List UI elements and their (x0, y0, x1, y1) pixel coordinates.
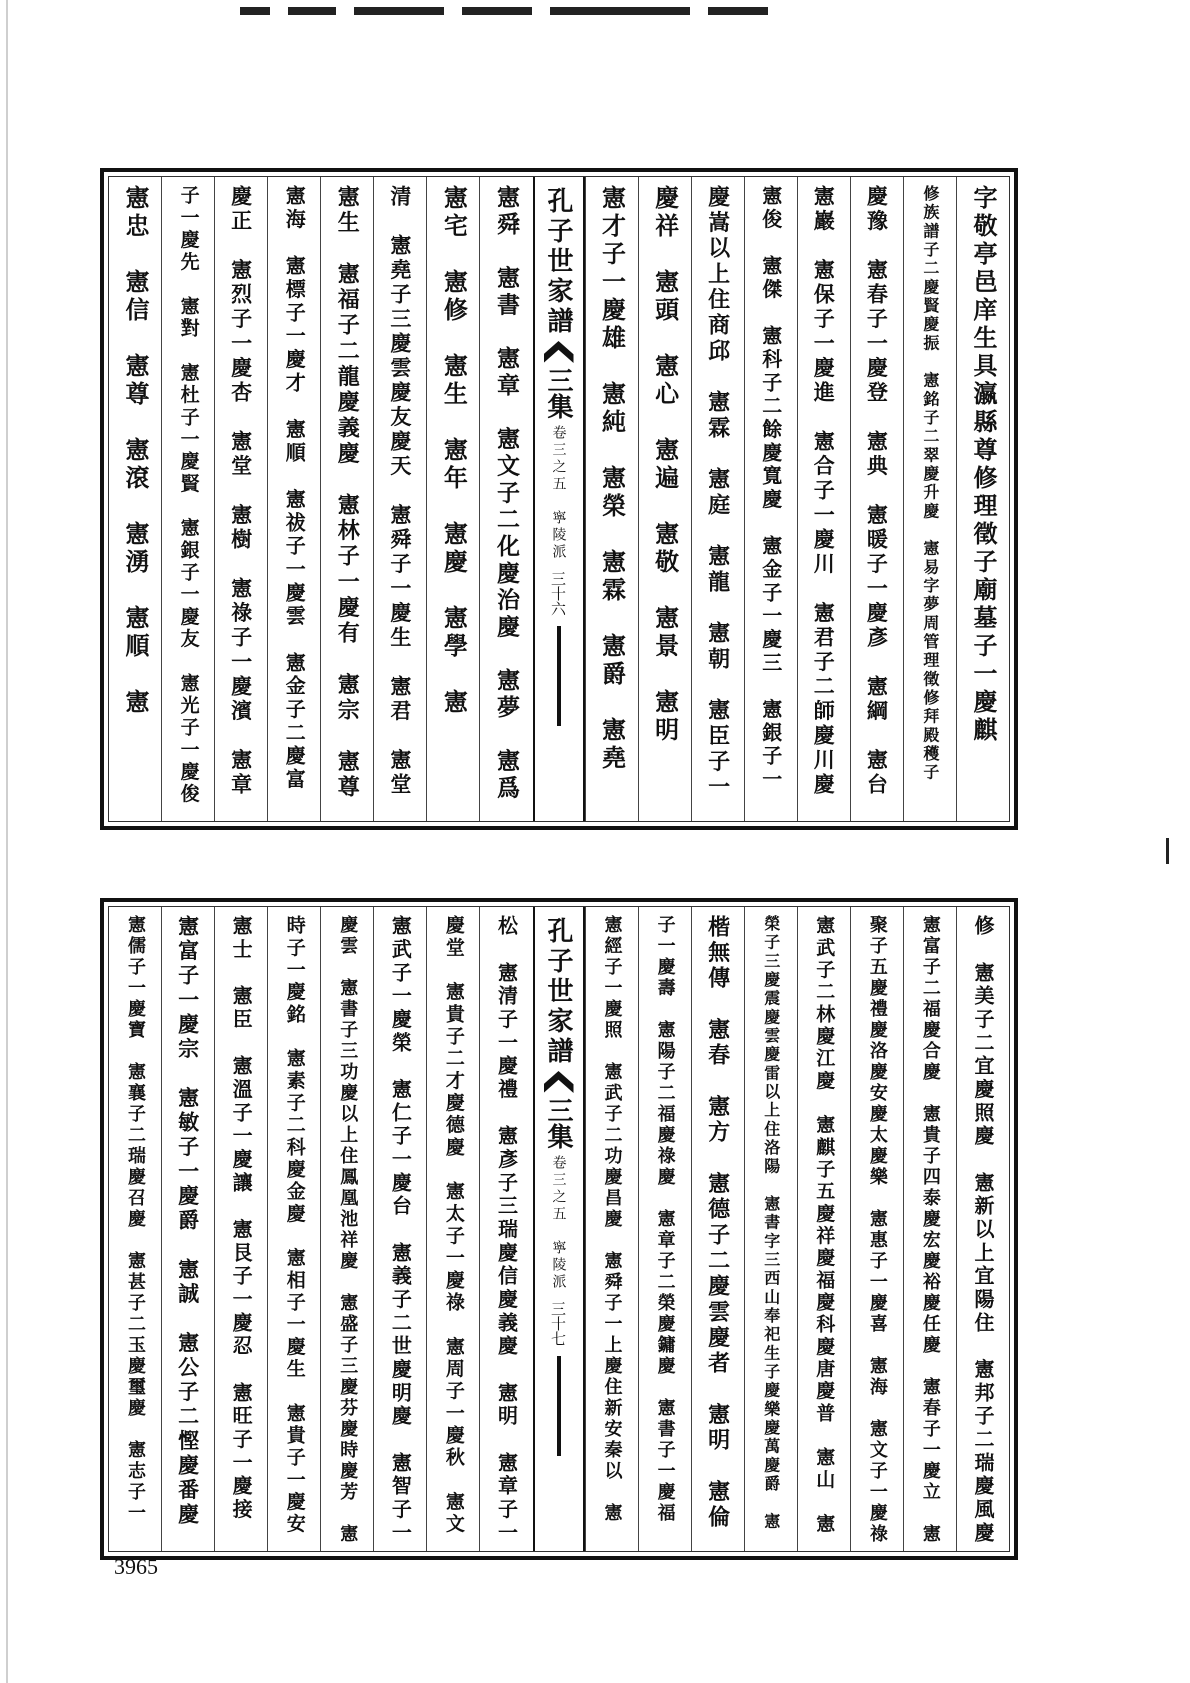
scan-top-cropped-text (240, 4, 940, 18)
column-text: 清 憲堯子三慶雲慶友慶天 憲舜子一慶生 憲君 憲堂 (387, 185, 413, 798)
text-column (479, 907, 532, 1551)
text-column (638, 907, 691, 1551)
column-text: 榮子三慶震慶雲慶雷以上住洛陽 憲書字三西山奉祀生子慶樂慶萬慶爵 憲 (761, 915, 781, 1531)
text-column (850, 907, 903, 1551)
center-fold (533, 907, 585, 1551)
text-column (426, 907, 479, 1551)
column-text: 憲富子一慶宗 憲敏子一慶爵 憲誠 憲公子二慳慶番慶 (175, 915, 201, 1528)
scan-left-edge (6, 0, 8, 1683)
text-column (320, 907, 373, 1551)
text-column (903, 907, 956, 1551)
text-column (585, 907, 638, 1551)
text-column (267, 177, 320, 821)
text-column (691, 907, 744, 1551)
column-text: 憲舜 憲書 憲章 憲文子二化慶治慶 憲夢 憲爲 (492, 185, 520, 803)
section-label: 卷三之五 寧陵派 (550, 425, 567, 561)
column-text: 子一慶先 憲對 憲杜子一慶賢 憲銀子一慶友 憲光子一慶俊 (177, 185, 200, 806)
column-text: 楷無傳 憲春 憲方 憲德子二慶雲慶者 憲明 憲倫 (704, 915, 731, 1531)
page-36-columns (108, 176, 1010, 822)
fishtail-mark (544, 1071, 574, 1093)
column-text: 修族譜子二慶賢慶振 憲銘子二翠慶升慶 憲易字夢周管理徵修拜殿穫子 (920, 185, 940, 783)
genealogy-page-36 (100, 168, 1018, 830)
text-column (956, 907, 1009, 1551)
book-title: 孔子世家譜 (543, 917, 573, 1067)
text-column (161, 177, 214, 821)
section-label: 卷三之五 寧陵派 (550, 1155, 567, 1291)
column-text: 慶堂 憲貴子二才慶德慶 憲太子一慶祿 憲周子一慶秋 憲文 (442, 915, 465, 1536)
column-text: 憲武子一慶榮 憲仁子一慶台 憲義子二世慶明慶 憲智子一 (388, 915, 413, 1545)
page-number: 3965 (114, 1554, 158, 1579)
folio-number: 三十六 (549, 571, 567, 616)
column-text: 憲富子二福慶合慶 憲貴子四泰慶宏慶裕慶任慶 憲春子一慶立 憲 (919, 915, 941, 1545)
text-column (797, 177, 850, 821)
text-column (214, 907, 267, 1551)
text-column (956, 177, 1009, 821)
fold-line (557, 626, 561, 726)
column-text: 憲忠 憲信 憲尊 憲滾 憲湧 憲順 憲 (121, 185, 151, 717)
text-column (903, 177, 956, 821)
text-column (426, 177, 479, 821)
column-text: 憲經子一慶照 憲武子二功慶昌慶 憲舜子一上慶住新安秦以 憲 (601, 915, 623, 1524)
column-text: 憲儒子一慶寶 憲襄子二瑞慶召慶 憲甚子二玉慶璽慶 憲志子一 (125, 915, 147, 1524)
column-text: 憲巖 憲保子一慶進 憲合子一慶川 憲君子二師慶川慶 (811, 185, 837, 798)
column-text: 松 憲清子一慶禮 憲彥子三瑞慶信慶義慶 憲明 憲章子一 (494, 915, 519, 1545)
text-column (109, 177, 161, 821)
text-column (585, 177, 638, 821)
folio-number: 三十七 (549, 1301, 567, 1346)
scan-right-mark (1166, 838, 1169, 864)
fishtail-mark (544, 341, 574, 363)
text-column (744, 177, 797, 821)
volume-label: 三集 (543, 1097, 573, 1149)
text-column (373, 907, 426, 1551)
text-column (214, 177, 267, 821)
column-text: 子一慶壽 憲陽子二福慶祿慶 憲章子二榮慶鏞慶 憲書子一慶福 (654, 915, 676, 1524)
page-37-columns (108, 906, 1010, 1552)
text-column (109, 907, 161, 1551)
column-text: 憲俊 憲傑 憲科子二餘慶寬慶 憲金子一慶三 憲銀子一 (758, 185, 783, 792)
volume-label: 三集 (543, 367, 573, 419)
column-text: 慶雲 憲書子三功慶以上住鳳凰池祥慶 憲盛子三慶芬慶時慶芳 憲 (337, 915, 359, 1545)
column-text: 聚子五慶禮慶洛慶安慶太慶樂 憲惠子一慶喜 憲海 憲文子一慶祿 (866, 915, 888, 1545)
column-text: 慶正 憲烈子一慶杏 憲堂 憲樹 憲祿子一慶濱 憲章 (228, 185, 254, 798)
book-title: 孔子世家譜 (543, 187, 573, 337)
column-text: 憲生 憲福子二龍慶義慶 憲林子一慶有 憲宗 憲尊 (334, 185, 361, 801)
text-column (479, 177, 532, 821)
text-column (744, 907, 797, 1551)
column-text: 憲宅 憲修 憲生 憲年 憲慶 憲學 憲 (439, 185, 469, 717)
column-text: 慶祥 憲頭 憲心 憲遍 憲敬 憲景 憲明 (650, 185, 680, 745)
text-column (161, 907, 214, 1551)
text-column (320, 177, 373, 821)
column-text: 憲士 憲臣 憲溫子一慶讓 憲艮子一慶忍 憲旺子一慶接 (229, 915, 254, 1522)
center-fold (533, 177, 585, 821)
column-text: 慶嵩以上住商邱 憲霖 憲庭 憲龍 憲朝 憲臣子一 (704, 185, 731, 801)
text-column (691, 177, 744, 821)
column-text: 憲才子一慶雄 憲純 憲榮 憲霖 憲爵 憲堯 (597, 185, 627, 773)
text-column (638, 177, 691, 821)
fold-line (557, 1356, 561, 1456)
column-text: 憲武子二林慶江慶 憲麒子五慶祥慶福慶科慶唐慶普 憲山 憲 (813, 915, 836, 1536)
text-column (850, 177, 903, 821)
text-column (797, 907, 850, 1551)
column-text: 時子一慶銘 憲素子二科慶金慶 憲相子一慶生 憲貴子一慶安 (283, 915, 306, 1536)
column-text: 字敬亭邑庠生具瀛縣尊修理徵子廟墓子一慶麒 (968, 185, 998, 745)
column-text: 慶豫 憲春子一慶登 憲典 憲暖子一慶彥 憲綱 憲台 (864, 185, 890, 798)
genealogy-page-37 (100, 898, 1018, 1560)
text-column (373, 177, 426, 821)
column-text: 憲海 憲標子一慶才 憲順 憲祓子一慶雲 憲金子二慶富 (282, 185, 307, 792)
text-column (267, 907, 320, 1551)
column-text: 修 憲美子二宜慶照慶 憲新以上宜陽住 憲邦子二瑞慶風慶 (970, 915, 995, 1545)
